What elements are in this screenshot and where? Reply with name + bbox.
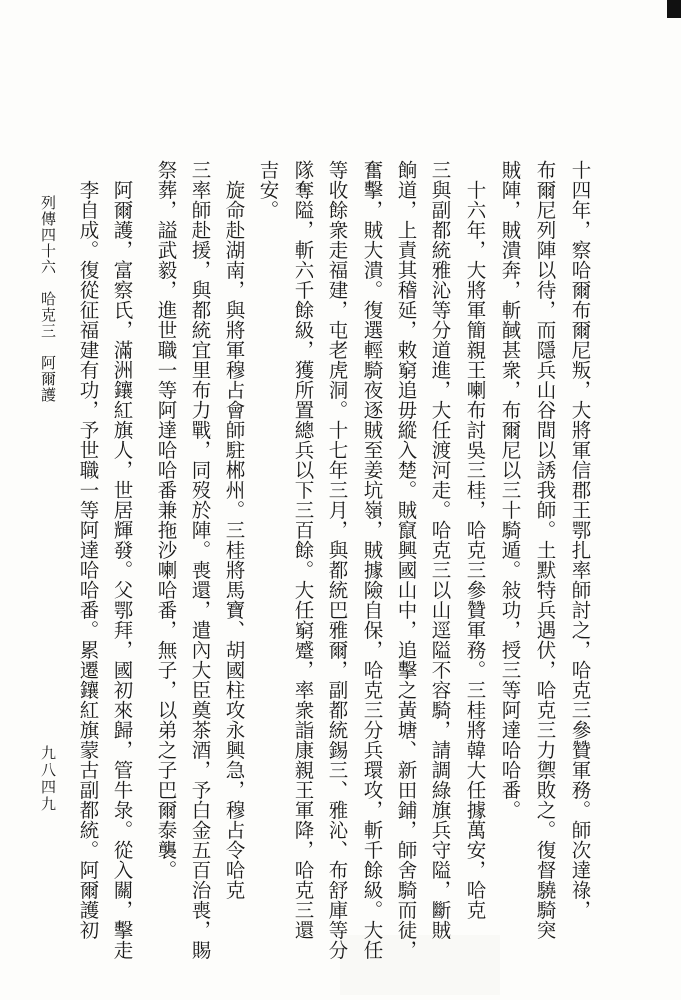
text-column-14: 阿爾護，富察氏，滿洲鑲紅旗人，世居輝發。父鄂拜，國初來歸，管牛彔。從入關，擊走 bbox=[110, 180, 134, 960]
page-number: 九八四九 bbox=[39, 745, 57, 813]
text-column-6: 餉道，上責其稽延，敕窮追毋縱入楚。賊竄興國山中，追擊之黃塘、新田鋪，師舍騎而徒， bbox=[394, 160, 418, 960]
text-column-3: 賊陣，賊潰奔，斬馘甚衆，布爾尼以三十騎遁。敍功，授三等阿達哈哈番。 bbox=[498, 160, 522, 820]
text-column-13: 祭葬，謚武毅，進世職一等阿達哈哈番兼拖沙喇哈番，無子，以弟之子巴爾泰襲。 bbox=[154, 160, 178, 880]
text-column-12: 三率師赴援，與都統宜里布力戰，同歿於陣。喪還，遣內大臣奠茶酒，予白金五百治喪，賜 bbox=[188, 160, 212, 960]
running-title: 列傳四十六 哈克三 阿爾護 bbox=[39, 195, 57, 403]
text-column-1: 十四年，察哈爾布爾尼叛，大將軍信郡王鄂扎率師討之，哈克三參贊軍務。師次達祿， bbox=[568, 160, 592, 920]
text-column-11: 旋命赴湖南，與將軍穆占會師駐郴州。三桂將馬寶、胡國柱攻永興急，穆占令哈克 bbox=[222, 180, 246, 900]
text-column-5: 三與副都統雅沁等分道進，大任渡河走。哈克三以山逕隘不容騎，請調綠旗兵守隘，斷賊 bbox=[428, 160, 452, 940]
text-column-2: 布爾尼列陣以待，而隱兵山谷間以誘我師。土默特兵遇伏，哈克三力禦敗之。復督驍騎突 bbox=[533, 160, 557, 940]
scan-corner-mark bbox=[667, 0, 681, 18]
text-column-9: 隊奪隘，斬六千餘級，獲所置總兵以下三百餘。大任窮蹙，率衆詣康親王軍降，哈克三還 bbox=[291, 160, 315, 940]
text-column-4: 十六年，大將軍簡親王喇布討吳三桂，哈克三參贊軍務。三桂將韓大任據萬安，哈克 bbox=[463, 180, 487, 920]
text-column-10: 吉安。 bbox=[256, 160, 280, 220]
text-column-15: 李自成。復從征福建有功，予世職一等阿達哈哈番。累遷鑲紅旗蒙古副都統。阿爾護初 bbox=[76, 180, 100, 940]
text-column-8: 等收餘衆走福建，屯老虎洞。十七年三月，與都統巴雅爾，副都統錫三、雅沁、布舒庫等分 bbox=[325, 160, 349, 960]
text-column-7: 奮擊，賊大潰。復選輕騎夜逐賊至姜坑嶺，賊據險自保，哈克三分兵環攻，斬千餘級。大任 bbox=[360, 160, 384, 960]
